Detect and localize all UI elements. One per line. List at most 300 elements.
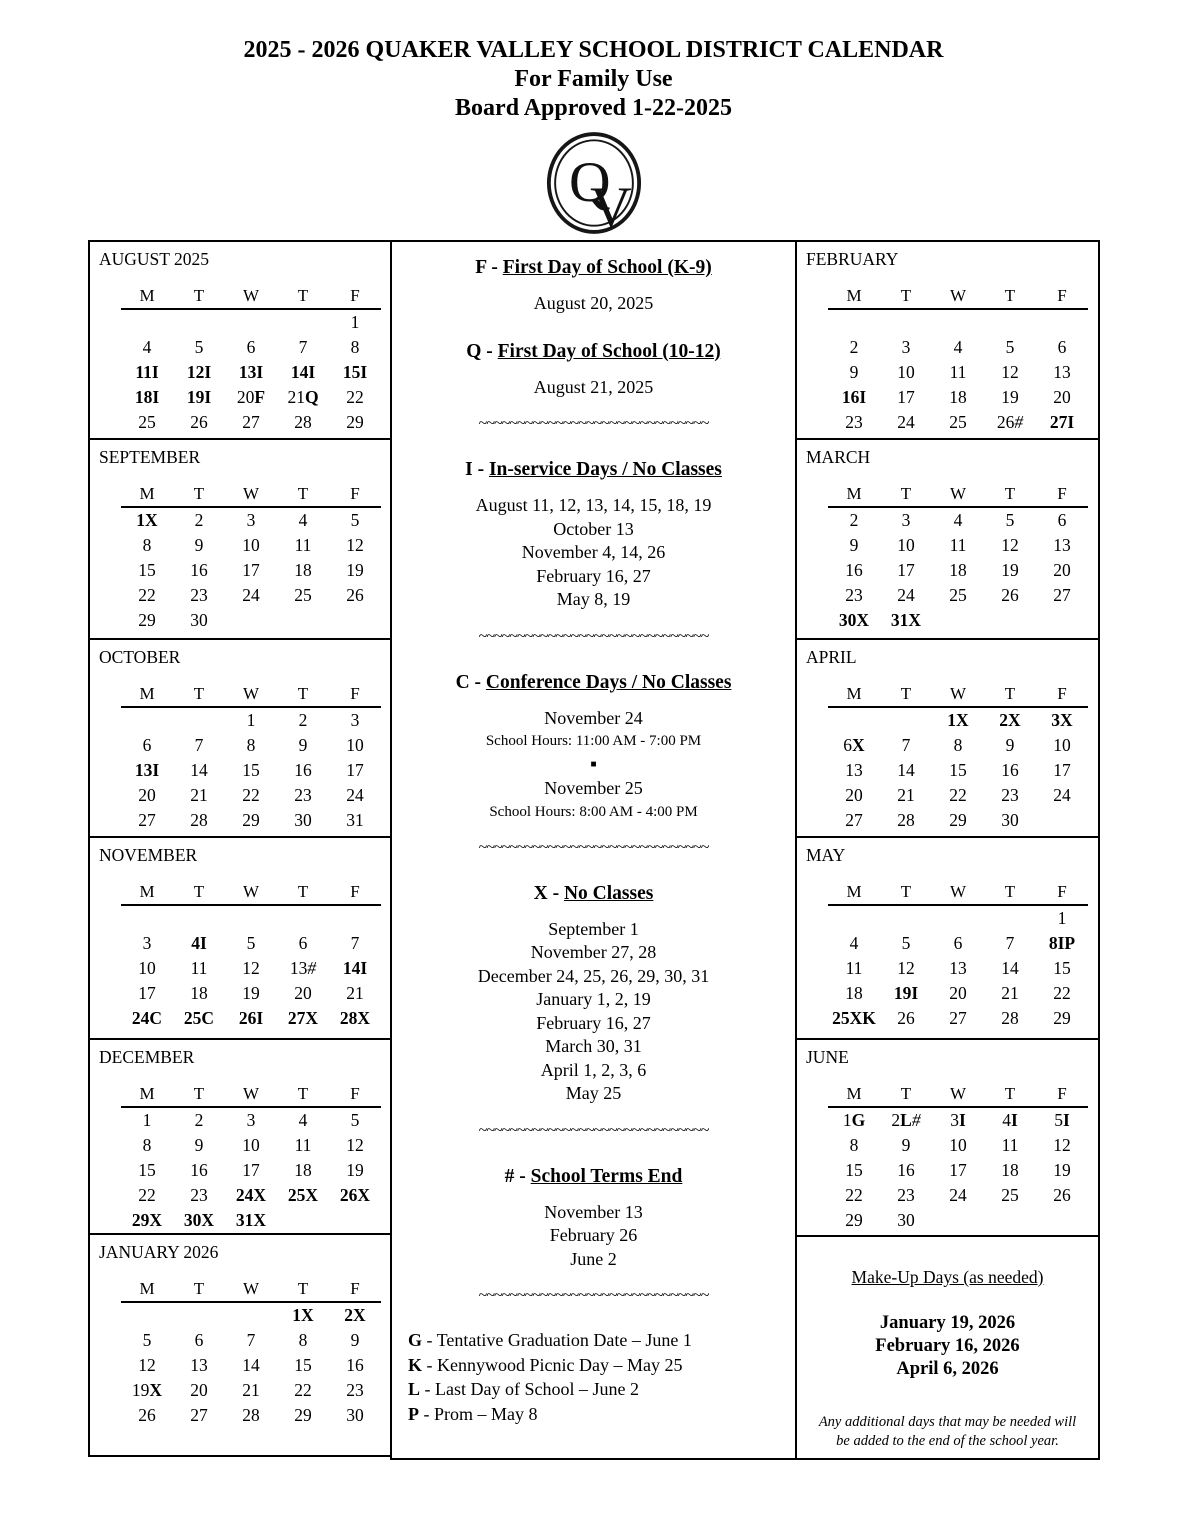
calendar-day-cell: 3 — [142, 933, 152, 953]
calendar-day-cell: 3I — [950, 1110, 966, 1130]
calendar-week-row — [828, 608, 1088, 633]
calendar-day-cell: 29X — [131, 1210, 163, 1230]
calendar-day-cell: 1 — [142, 1110, 152, 1130]
legend-date-line: April 1, 2, 3, 6 — [540, 1059, 647, 1080]
makeup-date: April 6, 2026 — [896, 1359, 999, 1379]
calendar-day-cell: 9 — [194, 1135, 204, 1155]
legend-section-heading — [392, 459, 795, 481]
calendar-day-cell: 21 — [190, 785, 208, 805]
calendar-day-cell — [984, 309, 1036, 335]
calendar-day-cell: 25 — [1001, 1185, 1019, 1205]
left-month-column — [88, 240, 392, 1457]
calendar-day-cell: 24 — [949, 1185, 967, 1205]
calendar-day-cell: 28X — [339, 1008, 371, 1028]
calendar-day-cell: 7 — [194, 735, 204, 755]
calendar-day-cell: 26# — [996, 412, 1024, 432]
calendar-day-cell: 16 — [346, 1355, 364, 1375]
legend-date-line: May 8, 19 — [556, 589, 631, 609]
calendar-day-cell: 26I — [238, 1008, 264, 1028]
calendar-day-cell: 22 — [294, 1380, 312, 1400]
calendar-day-cell: 9 — [849, 535, 859, 555]
calendar-week-row — [121, 410, 381, 435]
calendar-day-cell: 8IP — [1048, 933, 1076, 953]
footnote-row — [408, 1377, 795, 1402]
month-november — [88, 836, 392, 1040]
month-august-2025 — [88, 240, 392, 440]
calendar-grid — [828, 1077, 1088, 1233]
footnote-text: - Kennywood Picnic Day – May 25 — [422, 1354, 683, 1375]
legend-date-line: August 11, 12, 13, 14, 15, 18, 19 — [475, 495, 712, 515]
calendar-day-cell: 21Q — [287, 387, 319, 407]
calendar-week-row — [121, 1328, 381, 1353]
weekday-header-cell: T — [900, 484, 912, 503]
weekday-header-cell: M — [846, 286, 862, 305]
calendar-day-cell: 17 — [897, 387, 915, 407]
calendar-day-cell: 2 — [298, 710, 308, 730]
weekday-header-cell: T — [900, 684, 912, 703]
calendar-day-cell: 6 — [246, 337, 256, 357]
calendar-day-cell: 15 — [242, 760, 260, 780]
calendar-day-cell: 28 — [190, 810, 208, 830]
calendar-day-cell: 1 — [350, 312, 360, 332]
calendar-day-cell — [121, 707, 173, 733]
footnote-text: - Prom – May 8 — [419, 1403, 538, 1424]
calendar-day-cell: 14I — [290, 362, 316, 382]
calendar-day-cell: 4 — [953, 510, 963, 530]
weekday-header-cell: F — [350, 1084, 360, 1103]
calendar-day-cell: 3 — [246, 510, 256, 530]
square-bullet-icon: ■ — [590, 759, 597, 770]
wavy-divider: ~~~~~~~~~~~~~~~~~~~~~~~~~~~~~~ — [478, 1287, 709, 1304]
calendar-day-cell: 27 — [1053, 585, 1071, 605]
calendar-day-cell: 5 — [246, 933, 256, 953]
calendar-grid — [828, 677, 1088, 833]
calendar-day-cell — [932, 608, 984, 633]
calendar-day-cell: 1 — [246, 710, 256, 730]
calendar-day-cell: 30 — [190, 610, 208, 630]
weekday-header-cell: F — [350, 1279, 360, 1298]
calendar-day-cell: 22 — [138, 1185, 156, 1205]
right-months — [795, 240, 1100, 1237]
calendar-day-cell: 19 — [242, 983, 260, 1003]
calendar-day-cell: 12 — [897, 958, 915, 978]
calendar-week-row — [828, 808, 1088, 833]
calendar-day-cell: 4 — [953, 337, 963, 357]
weekday-header-cell: T — [900, 286, 912, 305]
footnote-row — [408, 1353, 795, 1378]
calendar-day-cell — [932, 1208, 984, 1233]
calendar-day-cell: 1 — [1057, 908, 1067, 928]
calendar-day-cell: 29 — [294, 1405, 312, 1425]
month-march — [795, 438, 1100, 640]
calendar-day-cell — [173, 309, 225, 335]
calendar-day-cell: 18 — [294, 560, 312, 580]
weekday-header-cell: M — [846, 1084, 862, 1103]
calendar-day-cell: 20 — [138, 785, 156, 805]
weekday-header-cell: M — [139, 684, 155, 703]
calendar-day-cell: 11 — [190, 958, 208, 978]
weekday-header-cell: T — [297, 484, 309, 503]
calendar-day-cell: 25 — [294, 585, 312, 605]
month-label: JUNE — [806, 1047, 849, 1067]
calendar-week-row — [121, 507, 381, 533]
legend-section-heading — [392, 341, 795, 363]
weekday-header-cell: W — [242, 1279, 260, 1298]
calendar-week-row — [121, 1378, 381, 1403]
calendar-day-cell: 12 — [346, 535, 364, 555]
calendar-day-cell: 14 — [242, 1355, 260, 1375]
calendar-day-cell: 30 — [294, 810, 312, 830]
calendar-day-cell: 6 — [194, 1330, 204, 1350]
calendar-day-cell — [277, 309, 329, 335]
calendar-week-row — [121, 385, 381, 410]
calendar-day-cell: 15I — [342, 362, 368, 382]
calendar-day-cell: 21 — [346, 983, 364, 1003]
calendar-day-cell: 5 — [194, 337, 204, 357]
calendar-day-cell — [329, 905, 381, 931]
weekday-header-cell: T — [193, 1084, 205, 1103]
calendar-day-cell: 17 — [1053, 760, 1071, 780]
weekday-header-cell: T — [193, 684, 205, 703]
calendar-week-row — [828, 507, 1088, 533]
month-february — [795, 240, 1100, 440]
calendar-day-cell: 24 — [897, 412, 915, 432]
calendar-day-cell: 11 — [294, 535, 312, 555]
wavy-divider: ~~~~~~~~~~~~~~~~~~~~~~~~~~~~~~ — [478, 627, 709, 645]
calendar-day-cell: 25 — [949, 412, 967, 432]
legend-section-heading — [392, 672, 795, 694]
calendar-day-cell — [932, 905, 984, 931]
calendar-day-cell: 8 — [849, 1135, 859, 1155]
weekday-header-cell: T — [1004, 882, 1016, 901]
calendar-day-cell: 4I — [1002, 1110, 1018, 1130]
calendar-day-cell: 31X — [235, 1210, 267, 1230]
legend-code: F - — [475, 257, 503, 278]
calendar-day-cell: 27 — [949, 1008, 967, 1028]
calendar-day-cell: 8 — [350, 337, 360, 357]
calendar-day-cell: 27 — [138, 810, 156, 830]
calendar-week-row — [121, 583, 381, 608]
calendar-day-cell: 30 — [346, 1405, 364, 1425]
weekday-header-cell: W — [242, 1084, 260, 1103]
calendar-day-cell: 5 — [350, 1110, 360, 1130]
weekday-header-cell: M — [139, 484, 155, 503]
calendar-day-cell: 28 — [897, 810, 915, 830]
calendar-day-cell: 13I — [238, 362, 264, 382]
makeup-title: Make-Up Days (as needed) — [851, 1267, 1044, 1287]
calendar-week-row — [121, 783, 381, 808]
legend-section-heading — [392, 883, 795, 905]
weekday-header-cell: W — [949, 882, 967, 901]
calendar-day-cell: 23 — [190, 1185, 208, 1205]
calendar-day-cell: 26 — [1001, 585, 1019, 605]
calendar-day-cell: 26 — [897, 1008, 915, 1028]
calendar-day-cell: 23 — [1001, 785, 1019, 805]
calendar-day-cell — [173, 1302, 225, 1328]
legend-date-line: November 4, 14, 26 — [521, 542, 666, 562]
calendar-week-row — [828, 309, 1088, 335]
weekday-header-cell: M — [139, 286, 155, 305]
footnote-row — [408, 1402, 795, 1427]
calendar-day-cell: 9 — [194, 535, 204, 555]
weekday-header-cell: W — [949, 484, 967, 503]
calendar-day-cell: 23 — [845, 585, 863, 605]
calendar-day-cell: 20 — [949, 983, 967, 1003]
calendar-day-cell: 15 — [1053, 958, 1071, 978]
legend-date-line: December 24, 25, 26, 29, 30, 31 — [477, 965, 710, 986]
legend-footnotes — [408, 1328, 795, 1426]
calendar-day-cell: 4 — [142, 337, 152, 357]
calendar-week-row — [121, 360, 381, 385]
weekday-header-cell: F — [1057, 882, 1067, 901]
legend-section-lines — [392, 1201, 795, 1272]
calendar-day-cell: 3 — [901, 337, 911, 357]
calendar-day-cell: 9 — [350, 1330, 360, 1350]
calendar-week-row — [121, 707, 381, 733]
calendar-day-cell: 23 — [845, 412, 863, 432]
calendar-day-cell: 30X — [183, 1210, 215, 1230]
calendar-day-cell — [1036, 309, 1088, 335]
calendar-day-cell: 29 — [346, 412, 364, 432]
calendar-day-cell: 5 — [142, 1330, 152, 1350]
calendar-day-cell: 22 — [138, 585, 156, 605]
calendar-day-cell: 12 — [1001, 535, 1019, 555]
calendar-day-cell: 19 — [1001, 387, 1019, 407]
weekday-header-cell: T — [297, 1084, 309, 1103]
calendar-day-cell — [277, 905, 329, 931]
legend-date-line: January 1, 2, 19 — [536, 989, 651, 1009]
legend-title: In-service Days / No Classes — [488, 459, 722, 480]
calendar-week-row — [121, 1302, 381, 1328]
legend-date-line: November 27, 28 — [530, 942, 657, 962]
calendar-day-cell: 6 — [953, 933, 963, 953]
calendar-day-cell — [225, 608, 277, 633]
calendar-day-cell: 11I — [135, 362, 159, 382]
calendar-day-cell: 26 — [346, 585, 364, 605]
weekday-header-cell: F — [350, 684, 360, 703]
calendar-week-row — [828, 385, 1088, 410]
wavy-divider: ~~~~~~~~~~~~~~~~~~~~~~~~~~~~~~ — [478, 1121, 709, 1139]
calendar-day-cell: 24 — [242, 585, 260, 605]
title-line-3: Board Approved 1-22-2025 — [455, 95, 732, 121]
calendar-day-cell: 5 — [1005, 337, 1015, 357]
calendar-grid — [121, 477, 381, 633]
calendar-day-cell: 6 — [1057, 337, 1067, 357]
calendar-week-row — [828, 1133, 1088, 1158]
legend-date-line: November 25 — [544, 778, 643, 798]
calendar-day-cell: 20 — [294, 983, 312, 1003]
calendar-day-cell: 14 — [897, 760, 915, 780]
calendar-day-cell: 26 — [138, 1405, 156, 1425]
calendar-day-cell: 1X — [136, 510, 158, 530]
logo-letter-q: Q — [568, 151, 611, 215]
footnote-letter: G — [408, 1330, 423, 1350]
calendar-day-cell: 18 — [294, 1160, 312, 1180]
calendar-day-cell: 17 — [138, 983, 156, 1003]
weekday-header-cell: T — [900, 1084, 912, 1103]
calendar-day-cell: 24X — [235, 1185, 267, 1205]
calendar-week-row — [828, 783, 1088, 808]
calendar-day-cell: 16 — [190, 1160, 208, 1180]
calendar-day-cell: 29 — [1053, 1008, 1071, 1028]
calendar-day-cell: 9 — [849, 362, 859, 382]
footnote-letter: K — [408, 1354, 423, 1375]
calendar-week-row — [828, 360, 1088, 385]
calendar-day-cell: 27 — [845, 810, 863, 830]
weekday-header-cell: M — [846, 882, 862, 901]
legend-date-line: February 26 — [549, 1225, 638, 1245]
calendar-day-cell: 2L# — [891, 1110, 921, 1130]
calendar-day-cell: 22 — [1053, 983, 1071, 1003]
calendar-day-cell: 16 — [897, 1160, 915, 1180]
calendar-day-cell: 15 — [294, 1355, 312, 1375]
month-label: AUGUST 2025 — [99, 249, 210, 269]
calendar-day-cell — [329, 608, 381, 633]
calendar-day-cell: 10 — [242, 535, 260, 555]
weekday-header-cell: T — [297, 684, 309, 703]
calendar-day-cell: 21 — [897, 785, 915, 805]
calendar-day-cell: 2 — [849, 337, 859, 357]
calendar-week-row — [121, 608, 381, 633]
calendar-day-cell: 19 — [346, 1160, 364, 1180]
calendar-day-cell: 13I — [134, 760, 160, 780]
calendar-day-cell: 10 — [897, 535, 915, 555]
calendar-day-cell: 15 — [138, 560, 156, 580]
weekday-header-cell: W — [242, 484, 260, 503]
calendar-day-cell: 5 — [1005, 510, 1015, 530]
calendar-day-cell: 12I — [186, 362, 212, 382]
month-label: DECEMBER — [99, 1047, 195, 1067]
calendar-day-cell: 13 — [1053, 362, 1071, 382]
calendar-day-cell: 31 — [346, 810, 364, 830]
calendar-day-cell: 26 — [1053, 1185, 1071, 1205]
calendar-day-cell: 9 — [298, 735, 308, 755]
calendar-day-cell: 23 — [346, 1380, 364, 1400]
calendar-day-cell: 28 — [1001, 1008, 1019, 1028]
weekday-header-cell: T — [297, 1279, 309, 1298]
calendar-day-cell: 17 — [897, 560, 915, 580]
calendar-day-cell — [880, 309, 932, 335]
calendar-day-cell: 18 — [949, 560, 967, 580]
calendar-day-cell: 11 — [294, 1135, 312, 1155]
legend-code: C - — [455, 671, 486, 693]
calendar-day-cell — [932, 309, 984, 335]
calendar-week-row — [828, 1158, 1088, 1183]
legend-section-lines — [392, 494, 795, 612]
calendar-day-cell: 20 — [1053, 560, 1071, 580]
weekday-header-cell: M — [139, 882, 155, 901]
calendar-day-cell: 24 — [897, 585, 915, 605]
weekday-header-cell: W — [949, 684, 967, 703]
calendar-day-cell: 19 — [1001, 560, 1019, 580]
legend-title: First Day of School (K-9) — [502, 257, 712, 278]
calendar-day-cell: 25X — [287, 1185, 319, 1205]
month-december — [88, 1038, 392, 1235]
calendar-day-cell: 12 — [346, 1135, 364, 1155]
calendar-day-cell: 1X — [947, 710, 969, 730]
calendar-day-cell — [1036, 608, 1088, 633]
month-label: MAY — [806, 845, 846, 865]
calendar-week-row — [828, 981, 1088, 1006]
legend-date-line: May 25 — [565, 1083, 622, 1103]
makeup-dates — [797, 1312, 1098, 1381]
calendar-day-cell: 18I — [134, 387, 160, 407]
legend-title: No Classes — [563, 882, 654, 904]
calendar-day-cell: 4I — [191, 933, 207, 953]
month-label: JANUARY 2026 — [99, 1242, 219, 1262]
legend-date-line: November 13 — [544, 1201, 643, 1222]
calendar-week-row — [121, 905, 381, 931]
legend-section-heading — [392, 257, 795, 279]
calendar-day-cell — [1036, 1208, 1088, 1233]
month-september — [88, 438, 392, 640]
legend-panel — [390, 240, 797, 1460]
calendar-day-cell: 2 — [194, 1110, 204, 1130]
calendar-day-cell — [121, 905, 173, 931]
legend-title: First Day of School (10-12) — [497, 340, 721, 362]
calendar-day-cell: 3X — [1051, 710, 1073, 730]
weekday-header-cell: F — [350, 882, 360, 901]
calendar-day-cell: 26X — [339, 1185, 371, 1205]
calendar-day-cell: 6X — [843, 735, 865, 755]
month-january-2026 — [88, 1233, 392, 1457]
calendar-day-cell — [828, 309, 880, 335]
qv-logo — [0, 131, 1187, 240]
calendar-day-cell: 8 — [142, 1135, 152, 1155]
calendar-day-cell: 25XK — [832, 1008, 876, 1028]
calendar-week-row — [121, 758, 381, 783]
calendar-week-row — [828, 956, 1088, 981]
calendar-day-cell: 13 — [845, 760, 863, 780]
weekday-header-cell: T — [1004, 484, 1016, 503]
calendar-day-cell: 26 — [190, 412, 208, 432]
calendar-day-cell — [984, 905, 1036, 931]
legend-date-line: November 24 — [544, 707, 643, 728]
calendar-day-cell: 27I — [1049, 412, 1075, 432]
weekday-header-cell: T — [900, 882, 912, 901]
weekday-header-cell: M — [139, 1084, 155, 1103]
calendar-day-cell: 11 — [949, 362, 967, 382]
calendar-day-cell: 8 — [298, 1330, 308, 1350]
weekday-header-cell: W — [242, 684, 260, 703]
footnote-letter: L — [408, 1379, 421, 1399]
calendar-day-cell: 28 — [242, 1405, 260, 1425]
legend-section-lines — [392, 376, 795, 400]
calendar-day-cell: 3 — [350, 710, 360, 730]
calendar-day-cell: 5 — [901, 933, 911, 953]
legend-date-line: August 20, 2025 — [533, 293, 654, 313]
calendar-day-cell — [121, 1302, 173, 1328]
calendar-day-cell: 17 — [242, 560, 260, 580]
calendar-grid — [828, 477, 1088, 633]
weekday-header-cell: M — [846, 484, 862, 503]
calendar-day-cell: 27 — [190, 1405, 208, 1425]
calendar-day-cell: 11 — [949, 535, 967, 555]
calendar-day-cell: 8 — [953, 735, 963, 755]
calendar-day-cell — [121, 309, 173, 335]
calendar-week-row — [828, 733, 1088, 758]
calendar-day-cell: 29 — [845, 1210, 863, 1230]
calendar-day-cell: 5 — [350, 510, 360, 530]
calendar-day-cell: 28 — [294, 412, 312, 432]
legend-title: Conference Days / No Classes — [485, 671, 732, 693]
calendar-week-row — [121, 931, 381, 956]
calendar-grid — [121, 1077, 381, 1233]
calendar-day-cell: 11 — [1001, 1135, 1019, 1155]
calendar-day-cell — [329, 1208, 381, 1233]
legend-date-line: October 13 — [553, 518, 634, 539]
legend-title: School Terms End — [530, 1165, 683, 1187]
